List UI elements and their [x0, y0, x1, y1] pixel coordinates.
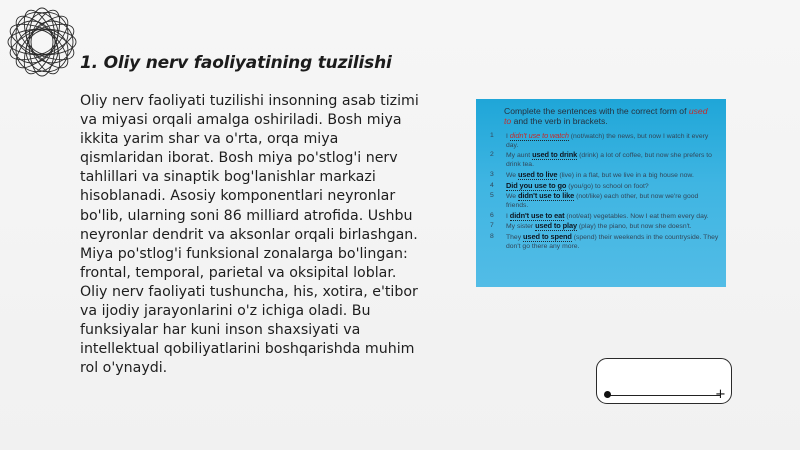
worksheet-item-number: 1 — [490, 132, 494, 139]
worksheet-item — [492, 132, 720, 150]
worksheet-item — [492, 212, 720, 222]
worksheet-item — [492, 182, 720, 192]
worksheet-item-prefix: I — [506, 133, 508, 140]
worksheet-heading-keyword: used to — [504, 106, 708, 126]
worksheet-item-number: 6 — [490, 211, 494, 219]
worksheet-item-number: 2 — [490, 151, 494, 159]
worksheet-item-answer: used to drink — [532, 150, 578, 160]
worksheet-item-answer: didn't use to eat — [509, 210, 565, 220]
worksheet-item-answer: used to play — [535, 221, 578, 231]
worksheet-item-suffix: (not/like) each other, but now we're good friends. — [506, 193, 699, 209]
worksheet-item-answer: didn't use to watch — [509, 131, 569, 140]
worksheet-item-prefix: My sister — [506, 223, 534, 231]
worksheet-item-suffix: (play) the piano, but now she doesn't. — [578, 223, 692, 231]
worksheet-heading-end: and the verb in brackets. — [513, 116, 608, 126]
worksheet-item-number: 5 — [490, 192, 494, 200]
worksheet-item-suffix: (drink) a lot of coffee, but now she prefers to drink tea. — [506, 152, 712, 169]
worksheet-item-answer: Did you use to go — [506, 180, 567, 190]
worksheet-item-answer: used to spend — [523, 232, 572, 242]
worksheet-item-text — [506, 222, 720, 232]
worksheet-item — [492, 222, 720, 232]
worksheet-item — [492, 192, 720, 210]
worksheet-item-text — [506, 132, 720, 150]
worksheet-item-text — [506, 212, 720, 222]
slide-title: 1. Oliy nerv faoliyatining tuzilishi — [80, 53, 392, 73]
slider-control[interactable] — [596, 358, 732, 404]
worksheet-item-number: 8 — [490, 233, 494, 241]
worksheet-item-prefix: My aunt — [506, 152, 531, 160]
worksheet-items — [476, 132, 726, 251]
worksheet-heading — [504, 106, 716, 126]
worksheet-item-number: 3 — [490, 170, 494, 178]
worksheet-item-prefix: We — [506, 193, 517, 201]
worksheet-item — [492, 151, 720, 169]
worksheet-item-answer: used to live — [517, 169, 558, 179]
worksheet-item-text — [506, 171, 720, 181]
worksheet-item-suffix: (spend) their weekends in the countryside. They don't go there any more. — [506, 234, 719, 250]
worksheet-item-suffix: (not/eat) vegetables. Now I eat them every day. — [566, 212, 709, 220]
worksheet-item-answer: didn't use to like — [517, 191, 575, 201]
worksheet-item — [492, 171, 720, 181]
worksheet-item-suffix: (live) in a flat, but we live in a big house now. — [559, 171, 694, 179]
worksheet-item-number: 7 — [490, 222, 494, 230]
worksheet-item-prefix: I — [506, 212, 508, 220]
worksheet-image — [476, 99, 726, 287]
worksheet-item-prefix: They — [506, 234, 522, 242]
worksheet-item-text — [506, 192, 720, 210]
worksheet-item-text — [506, 151, 720, 169]
spirograph-logo-icon — [4, 4, 80, 80]
slider-start-dot-icon[interactable] — [604, 391, 611, 398]
worksheet-item-text — [506, 182, 720, 192]
worksheet-item-number: 4 — [490, 181, 494, 189]
slide-body-text: Oliy nerv faoliyati tuzilishi insonning asab tizimi va miyasi orqali amalga oshiriladi. Bosh miya ikkita yarim shar va o'rta, orqa miya qismlaridan iborat. Bosh miya po'stlog'i nerv tahlillari va sinaptik bog'lanishlar markazi hisoblanadi. Asosiy komponentlari neyronlar bo'lib, ularning soni 86 milliard atrofida. Ushbu neyronlar dendrit va aksonlar orqali birlashgan. Miya po'stlog'i funksional zonalarga bo'lingan: frontal, temporal, parietal va oksipital loblar. Oliy nerv faoliyati tushuncha, his, xotira, e'tibor va ijodiy jarayonlarini o'z ichiga oladi. Bu funksiyalar har kuni inson shaxsiyati va intellektual qobiliyatlarini boshqarishda muhim rol o'ynaydi. — [80, 93, 419, 377]
worksheet-item — [492, 233, 720, 251]
slider-end-plus-icon: + — [715, 387, 726, 402]
worksheet-item-suffix: (not/watch) the news, but now I watch it every day. — [506, 133, 709, 149]
worksheet-item-prefix: We — [506, 171, 517, 179]
slider-track[interactable] — [608, 395, 720, 396]
worksheet-heading-start: Complete the sentences with the correct form of — [504, 106, 687, 116]
worksheet-item-text — [506, 233, 720, 251]
worksheet-item-suffix: (you/go) to school on foot? — [568, 182, 649, 190]
